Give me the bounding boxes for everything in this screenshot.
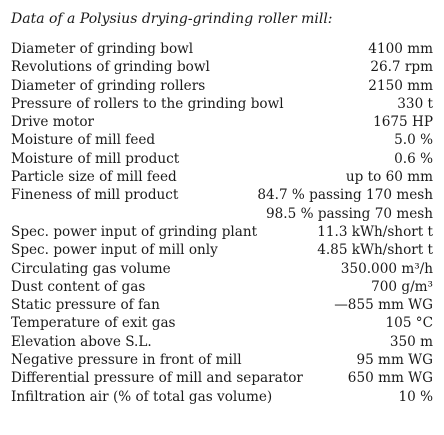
row-value: 11.3 kWh/short t xyxy=(317,223,433,240)
row-label: Infiltration air (% of total gas volume) xyxy=(11,388,273,405)
row-value: —855 mm WG xyxy=(334,297,433,314)
row-label: Circulating gas volume xyxy=(11,260,171,277)
table-row xyxy=(11,314,433,332)
row-value: up to 60 mm xyxy=(345,169,433,186)
row-label: Static pressure of fan xyxy=(11,297,160,314)
table-row xyxy=(11,40,433,58)
row-value: 10 % xyxy=(398,388,433,405)
row-value: 350 m xyxy=(389,333,433,350)
table-row xyxy=(11,186,433,204)
table-row xyxy=(11,113,433,131)
row-value: 105 °C xyxy=(385,315,433,332)
row-value: 650 mm WG xyxy=(347,370,433,387)
table-row xyxy=(11,333,433,351)
row-value: 330 t xyxy=(397,95,433,112)
row-value: 4100 mm xyxy=(368,41,433,57)
row-label: Differential pressure of mill and separator xyxy=(11,370,303,387)
table-row xyxy=(11,241,433,259)
row-value: 0.6 % xyxy=(394,150,433,167)
data-table xyxy=(11,40,433,406)
row-value: 350.000 m³/h xyxy=(340,260,433,277)
table-row xyxy=(11,351,433,369)
row-value: 2150 mm xyxy=(368,77,433,94)
table-row xyxy=(11,278,433,296)
row-value: 84.7 % passing 170 mesh xyxy=(257,187,433,204)
table-row xyxy=(11,77,433,95)
row-label: Dust content of gas xyxy=(11,278,146,295)
table-row xyxy=(11,131,433,149)
table-row xyxy=(11,388,433,406)
row-label: Elevation above S.L. xyxy=(11,333,152,350)
table-row xyxy=(11,150,433,168)
row-label: Spec. power input of mill only xyxy=(11,242,218,259)
row-label: Diameter of grinding rollers xyxy=(11,77,206,94)
row-label: Particle size of mill feed xyxy=(11,169,177,186)
row-value: 95 mm WG xyxy=(356,352,433,369)
row-value: 26.7 rpm xyxy=(370,59,433,76)
row-label: Moisture of mill feed xyxy=(11,132,156,149)
row-value: 98.5 % passing 70 mesh xyxy=(266,205,433,222)
table-row xyxy=(11,95,433,113)
row-label: Fineness of mill product xyxy=(11,187,179,204)
row-label: Diameter of grinding bowl xyxy=(11,41,194,57)
row-value: 4.85 kWh/short t xyxy=(317,242,433,259)
row-label: Revolutions of grinding bowl xyxy=(11,59,210,76)
row-value: 5.0 % xyxy=(394,132,433,149)
table-row xyxy=(11,296,433,314)
row-label: Spec. power input of grinding plant xyxy=(11,223,258,240)
table-row xyxy=(11,168,433,186)
table-row xyxy=(11,58,433,76)
row-label: Temperature of exit gas xyxy=(11,315,176,332)
row-value: 1675 HP xyxy=(373,114,433,131)
table-row xyxy=(11,260,433,278)
row-label: Pressure of rollers to the grinding bowl xyxy=(11,95,284,112)
row-label: Moisture of mill product xyxy=(11,150,180,167)
table-row xyxy=(11,205,433,223)
row-label: Negative pressure in front of mill xyxy=(11,352,242,369)
row-value: 700 g/m³ xyxy=(371,278,433,295)
table-row xyxy=(11,223,433,241)
table-row xyxy=(11,369,433,387)
document-title: Data of a Polysius drying-grinding roller mill: xyxy=(11,11,333,27)
row-label: Drive motor xyxy=(11,114,95,131)
